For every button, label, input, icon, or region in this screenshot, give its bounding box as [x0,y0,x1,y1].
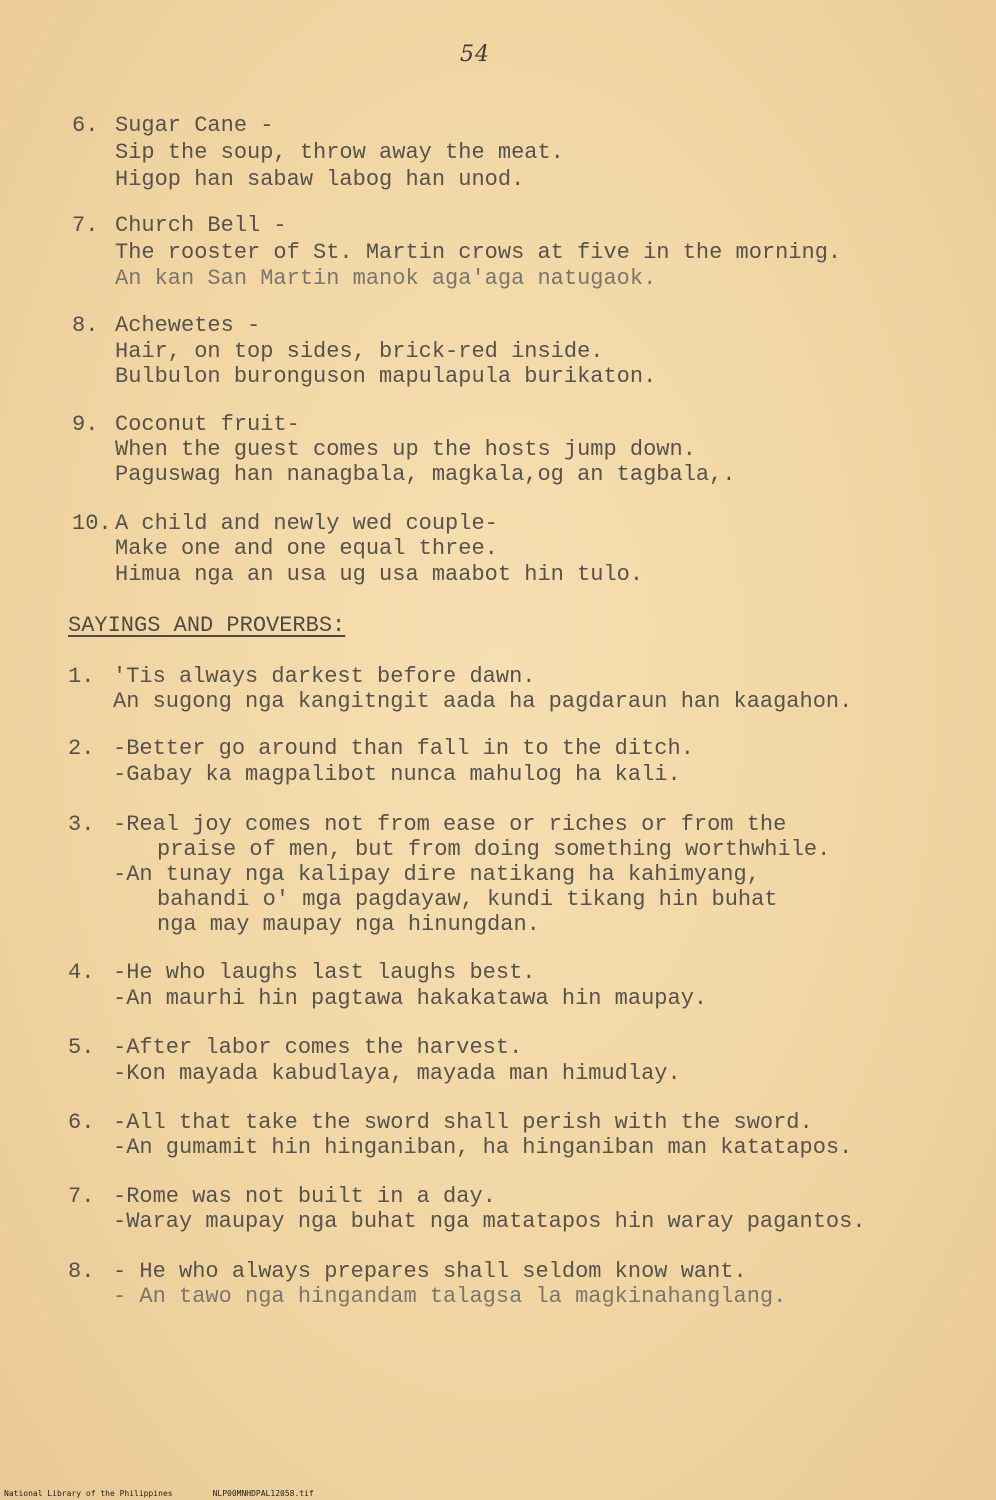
proverb-text-english: -Better go around than fall in to the ditch. [113,736,694,761]
riddle-number: 8. [72,313,99,338]
proverb-text-english: -He who laughs last laughs best. [113,960,536,985]
riddle-text-english: When the guest comes up the hosts jump down. [115,437,696,462]
proverb-number: 2. [68,736,95,761]
riddle-number: 7. [72,213,99,238]
proverb-text-english: 'Tis always darkest before dawn. [113,664,536,689]
proverb-text-waray: -Gabay ka magpalibot nunca mahulog ha kali. [113,762,681,787]
riddle-text-waray: An kan San Martin manok aga'aga natugaok. [115,266,657,291]
riddle-number: 9. [72,412,99,437]
riddle-answer: Church Bell - [115,213,287,238]
proverb-text-waray: -An tunay nga kalipay dire natikang ha kahimyang, [113,862,760,887]
proverb-text-waray: -Waray maupay nga buhat nga matatapos hin waray pagantos. [113,1209,866,1234]
page-number: 54 [460,42,490,67]
section-heading: SAYINGS AND PROVERBS: [68,613,346,638]
riddle-answer: A child and newly wed couple- [115,511,498,536]
proverb-text-english: - He who always prepares shall seldom know want. [113,1259,747,1284]
riddle-text-english: Hair, on top sides, brick-red inside. [115,339,604,364]
riddle-answer: Coconut fruit- [115,412,300,437]
riddle-answer: Sugar Cane - [115,113,274,138]
proverb-number: 3. [68,812,95,837]
proverb-text-english: -Real joy comes not from ease or riches or from the [113,812,787,837]
riddle-answer: Achewetes - [115,313,261,338]
footer-filename: NLP00MNHDPAL12058.tif [212,1489,314,1498]
proverb-text-waray: -An gumamit hin hinganiban, ha hinganiban man katatapos. [113,1135,853,1160]
proverb-text-waray: -An maurhi hin pagtawa hakakatawa hin maupay. [113,986,708,1011]
proverb-text-english: -After labor comes the harvest. [113,1035,523,1060]
proverb-text-waray: - An tawo nga hingandam talagsa la magkinahanglang. [113,1284,787,1309]
riddle-text-english: Make one and one equal three. [115,536,498,561]
proverb-text-waray: -Kon mayada kabudlaya, mayada man himudlay. [113,1061,681,1086]
riddle-text-waray: Paguswag han nanagbala, magkala,og an tagbala,. [115,462,736,487]
proverb-text-waray-cont: bahandi o' mga pagdayaw, kundi tikang hin buhat [157,887,778,912]
proverb-number: 6. [68,1110,95,1135]
proverb-number: 1. [68,664,95,689]
proverb-text-english: -All that take the sword shall perish with the sword. [113,1110,813,1135]
riddle-text-waray: Himua nga an usa ug usa maabot hin tulo. [115,562,644,587]
proverb-number: 7. [68,1184,95,1209]
proverb-text-waray: An sugong nga kangitngit aada ha pagdaraun han kaagahon. [113,689,853,714]
proverb-number: 5. [68,1035,95,1060]
riddle-text-waray: Bulbulon buronguson mapulapula burikaton. [115,364,657,389]
proverb-text-waray-cont: nga may maupay nga hinungdan. [157,912,540,937]
riddle-text-english: The rooster of St. Martin crows at five in the morning. [115,240,842,265]
footer-library: National Library of the Philippines [4,1489,173,1498]
scan-footer [4,1489,314,1498]
proverb-text-english-cont: praise of men, but from doing something worthwhile. [157,837,831,862]
proverb-number: 8. [68,1259,95,1284]
proverb-text-english: -Rome was not built in a day. [113,1184,496,1209]
proverb-number: 4. [68,960,95,985]
riddle-text-waray: Higop han sabaw labog han unod. [115,167,525,192]
riddle-number: 10. [72,511,112,536]
riddle-text-english: Sip the soup, throw away the meat. [115,140,564,165]
riddle-number: 6. [72,113,99,138]
